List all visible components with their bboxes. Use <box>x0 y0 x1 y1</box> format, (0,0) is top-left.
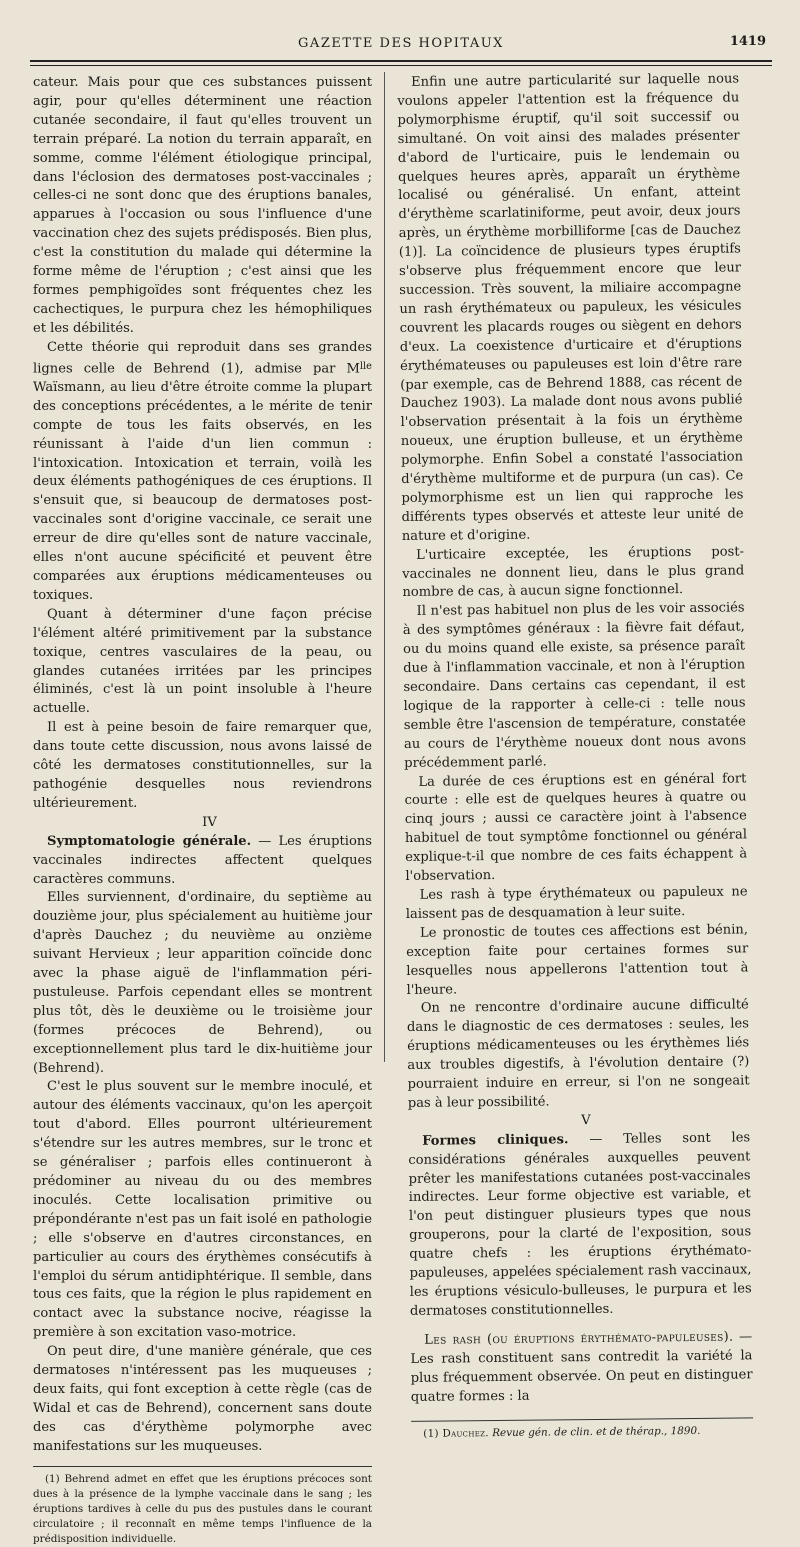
paragraph: Enfin une autre particularité sur laquelle nous voulons appeler l'attention est la fréquence du polymorphisme éruptif, qu'il soit successif ou simultané. On voit ainsi des malades présenter d'abord de l'urticaire, puis le lendemain ou quelques heures après, apparaît un érythème localisé ou généralisé. Un enfant, atteint d'érythème scarlatiniforme, peut avoir, deux jours après, un érythème morbilliforme [cas de Dauchez (1)]. La coïncidence de plusieurs types éruptifs s'observe plus fréquemment encore que leur succession. Très souvent, la miliaire accompagne un rash érythémateux ou papuleux, les vésicules couvrent les placards rouges ou siègent en dehors d'eux. La coexistence d'urticaire et d'éruptions érythémateuses ou papuleuses est loin d'être rare (par exemple, cas de Behrend 1888, cas récent de Dauchez 1903). La malade dont nous avons publié l'observation présentait à la fois un érythème noueux, une éruption bulleuse, et un érythème polymorphe. Enfin Sobel a constaté l'association d'érythème multiforme et de purpura (un cas). Ce polymorphisme est un lien qui rapproche les différents types observés et atteste leur unité de nature et d'origine. <box>397 71 744 544</box>
column-divider <box>384 72 385 1062</box>
footnote-rule <box>411 1418 753 1423</box>
text-run: Waïsmann, au lieu d'être étroite comme la plupart des conceptions précédentes, a le mérite de tenir compte de tous les faits observés, en les réunissant à l'aide d'un lien commun : l'intoxication. Intoxication et terrain, voilà les deux éléments pathogéniques de ces éruptions. Il s'ensuit que, si beaucoup de dermatoses post-vaccinales sont d'origine vaccinale, ce serait une erreur de dire qu'elles sont de nature vaccinale, elles n'ont aucune spécificité et peuvent être comparées aux éruptions médicamenteuses ou toxiques. <box>33 379 372 603</box>
right-column <box>397 70 753 1442</box>
footnote-author: (1) Dauchez. <box>423 1427 489 1441</box>
paragraph <box>410 1328 753 1407</box>
section-heading: Formes cliniques. <box>422 1132 569 1149</box>
paragraph: Le pronostic de toutes ces affections est bénin, exception faite pour certaines formes sur lesquelles nous appellerons l'attention tout à l'heure. <box>406 922 749 998</box>
subsection-heading: Les rash (ou éruptions érythémato-papuleuses). <box>424 1329 734 1348</box>
footnote-rule <box>33 1466 372 1467</box>
footnote-citation: Revue gén. de clin. et de thérap., 1890. <box>488 1425 701 1440</box>
paragraph: Il est à peine besoin de faire remarquer que, dans toute cette discussion, nous avons laissé de côté les dermatoses constitutionnelles, sur la pathogénie desquelles nous reviendrons ultérieurement. <box>33 720 372 811</box>
header-rule-thick <box>30 60 772 62</box>
paragraph: Elles surviennent, d'ordinaire, du septième au douzième jour, plus spécialement au huitième jour d'après Dauchez ; du neuvième au onzième suivant Hervieux ; leur apparition coïncide donc avec la phase aiguë de l'inflammation péri-pustuleuse. Parfois cependant elles se montrent plus tôt, dès le deuxième ou le troisième jour (formes précoces de Behrend), ou exceptionnellement plus tard le dix-huitième jour (Behrend). <box>33 890 372 1076</box>
text-run: — Telles sont les considérations générales auxquelles peuvent prêter les manifestations cutanées post-vaccinales indirectes. Leur forme objective est variable, et l'on peut distinguer plusieurs types que nous grouperons, pour la clarté de l'exposition, sous quatre chefs : les éruptions érythémato-papuleuses, appelées spécialement rash vaccinaux, les éruptions vésiculo-bulleuses, le purpura et les dermatoses constitutionnelles. <box>408 1130 752 1319</box>
paragraph: Les rash à type érythémateux ou papuleux ne laissent pas de desquamation à leur suite. <box>405 884 748 922</box>
paragraph: cateur. Mais pour que ces substances puissent agir, pour qu'elles déterminent une réaction cutanée secondaire, il faut qu'elles trouvent un terrain préparé. La notion du terrain apparaît, en somme, comme l'élément étiologique principal, dans l'éclosion des dermatoses post-vaccinales ; celles-ci ne sont donc que des éruptions banales, apparues à l'occasion ou sous l'influence d'une vaccination chez des sujets prédisposés. Bien plus, c'est la constitution du malade qui détermine la forme même de l'éruption ; c'est ainsi que les formes pemphigoïdes sont fréquentes chez les cachectiques, le purpura chez les hémophiliques et les débilités. <box>33 75 372 336</box>
paragraph: On peut dire, d'une manière générale, que ces dermatoses n'intéressent pas les muqueuses ; deux faits, qui font exception à cette règle (cas de Widal et cas de Behrend), concernent sans doute des cas d'érythème polymorphe avec manifestations sur les muqueuses. <box>33 1344 372 1454</box>
footnote <box>411 1424 753 1443</box>
paragraph: La durée de ces éruptions est en général fort courte : elle est de quelques heures à quatre ou cinq jours ; aussi ce caractère joint à l'absence habituel de tout symptôme fonctionnel ou général explique-t-il que nombre de ces faits échappent à l'observation. <box>404 770 748 885</box>
paragraph <box>33 833 372 890</box>
text-run: — Les éruptions vaccinales indirectes affectent quelques caractères communs. <box>33 833 372 887</box>
paragraph: L'urticaire exceptée, les éruptions post-vaccinales ne donnent lieu, dans le plus grand nombre de cas, à aucun signe fonctionnel. <box>402 544 745 601</box>
text-run: — Les rash constituent sans contredit la variété la plus fréquemment observée. On peut en distinguer quatre formes : la <box>410 1329 753 1405</box>
section-number: V <box>581 1112 591 1128</box>
paragraph <box>408 1129 752 1322</box>
paragraph: Quant à déterminer d'une façon précise l'élément altéré primitivement par la substance toxique, centres vasculaires de la peau, ou glandes cutanées irritées par les principes éliminés, c'est là un point insoluble à l'heure actuelle. <box>33 606 372 717</box>
running-title: GAZETTE DES HOPITAUX <box>298 36 504 51</box>
paragraph: C'est le plus souvent sur le membre inoculé, et autour des éléments vaccinaux, qu'on les aperçoit tout d'abord. Elles pourront ultérieurement s'étendre sur les autres membres, sur le tronc et se généraliser ; parfois elles continueront à prédominer au niveau du ou des membres inoculés. Cette localisation primitive ou prépondérante n'est pas un fait isolé en pathologie ; elle s'observe en d'autres circonstances, en particulier au cours des érythèmes consécutifs à l'emploi du sérum antidiphtérique. Il semble, dans tous ces faits, que la région le plus rapidement en contact avec la substance nocive, réagisse la première à son excitation vaso-motrice. <box>33 1079 372 1341</box>
section-heading: Symptomatologie générale. <box>47 833 252 849</box>
superscript: lle <box>359 360 372 372</box>
section-number: IV <box>202 814 217 830</box>
footnote <box>33 1472 372 1547</box>
page-number: 1419 <box>729 34 766 49</box>
header-rule-thin <box>30 65 772 66</box>
paragraph <box>33 339 372 606</box>
text-run: Cette théorie qui reproduit dans ses grandes lignes celle de Behrend (1), admise par M <box>33 339 372 377</box>
footnote-text: (1) Behrend admet en effet que les éruptions précoces sont dues à la présence de la lymphe vaccinale dans le sang ; les éruptions tardives à celle du pus des pustules dans le courant circulatoire ; il reconnaît en même temps l'influence de la prédisposition individuelle. <box>33 1472 372 1545</box>
footnote-text <box>411 1424 753 1443</box>
paragraph: Il n'est pas habituel non plus de les voir associés à des symptômes généraux : la fièvre fait défaut, ou du moins quand elle existe, sa présence paraît due à l'inflammation vaccinale, et non à l'éruption secondaire. Dans certains cas cependant, il est logique de la rapporter à celle-ci : telle nous semble être l'ascension de température, constatée au cours de l'érythème noueux dont nous avons précédemment parlé. <box>402 600 747 771</box>
left-column <box>33 74 372 1547</box>
page-header <box>30 28 772 64</box>
paragraph: On ne rencontre d'ordinaire aucune difficulté dans le diagnostic de ces dermatoses : seules, les éruptions médicamenteuses ou les érythèmes liés aux troubles digestifs, à l'évolution dentaire (?) pourraient induire en erreur, si l'on ne songeait pas à leur possibilité. <box>406 997 750 1111</box>
